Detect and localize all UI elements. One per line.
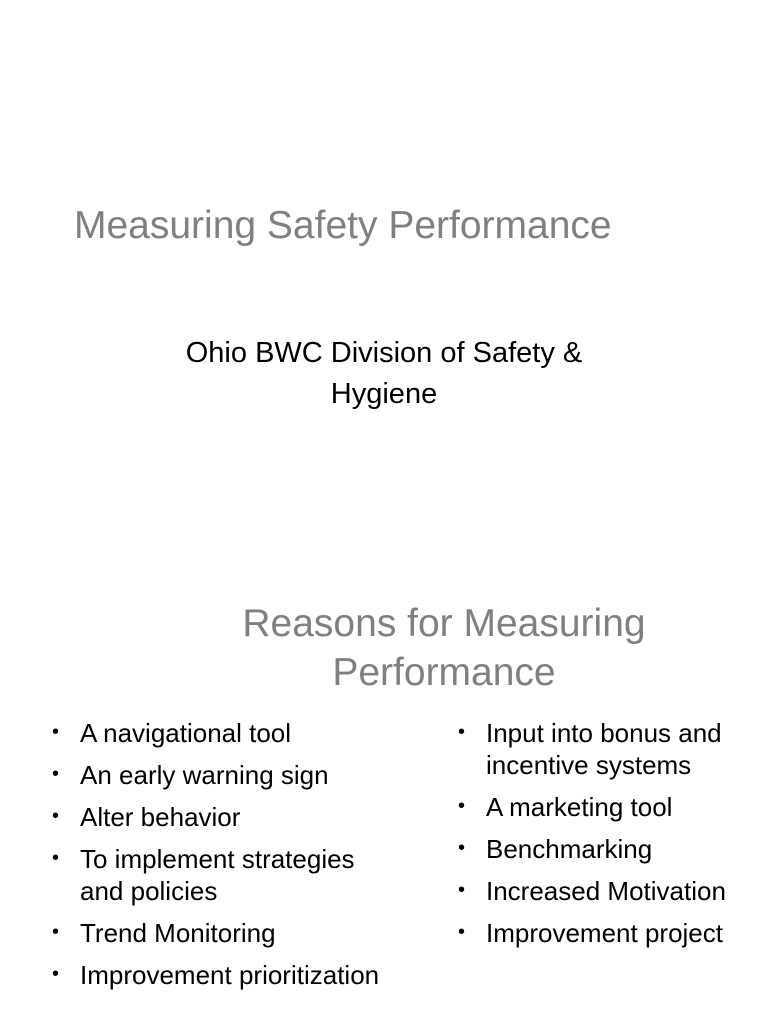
bullet-text: Improvement project <box>486 918 723 948</box>
bullet-text: Improvement prioritization <box>80 960 380 990</box>
bullet-dot: • <box>52 963 60 985</box>
bullet-item <box>52 843 392 907</box>
bullet-item <box>458 791 758 823</box>
bullet-item <box>458 717 758 781</box>
left-bullet-list <box>52 717 392 1001</box>
bullet-dot: • <box>52 721 60 743</box>
title-line-1: Reasons for Measuring <box>242 602 646 645</box>
bullet-item <box>52 717 392 749</box>
bullet-text: To implement strategies and policies <box>80 844 355 906</box>
slide-subtitle <box>0 333 768 415</box>
subtitle-line-1: Ohio BWC Division of Safety & <box>185 337 583 369</box>
bullet-dot: • <box>458 879 466 901</box>
bullet-item <box>52 959 392 991</box>
bullet-text: Benchmarking <box>486 834 653 864</box>
bullet-dot: • <box>52 847 60 869</box>
title-line-2: Performance <box>332 651 556 694</box>
bullet-item <box>458 917 758 949</box>
bullet-item <box>52 917 392 949</box>
bullet-text: Alter behavior <box>80 802 241 832</box>
bullet-dot: • <box>458 721 466 743</box>
bullet-dot: • <box>52 763 60 785</box>
bullet-text: A marketing tool <box>486 792 673 822</box>
bullet-item <box>458 833 758 865</box>
bullet-text: A navigational tool <box>80 718 292 748</box>
bullet-item <box>458 875 758 907</box>
bullet-item <box>52 801 392 833</box>
bullet-dot: • <box>458 921 466 943</box>
right-bullet-list <box>458 717 758 959</box>
slide-title <box>120 599 768 697</box>
bullet-text: Input into bonus and incentive systems <box>486 718 722 780</box>
slide-2 <box>0 560 768 1024</box>
bullet-dot: • <box>458 795 466 817</box>
bullet-dot: • <box>458 837 466 859</box>
bullet-dot: • <box>52 805 60 827</box>
bullet-text: An early warning sign <box>80 760 329 790</box>
bullet-item <box>52 759 392 791</box>
bullet-dot: • <box>52 921 60 943</box>
bullet-text: Increased Motivation <box>486 876 726 906</box>
bullet-text: Trend Monitoring <box>80 918 276 948</box>
slide-title: Measuring Safety Performance <box>74 204 612 247</box>
subtitle-line-2: Hygiene <box>330 378 438 410</box>
